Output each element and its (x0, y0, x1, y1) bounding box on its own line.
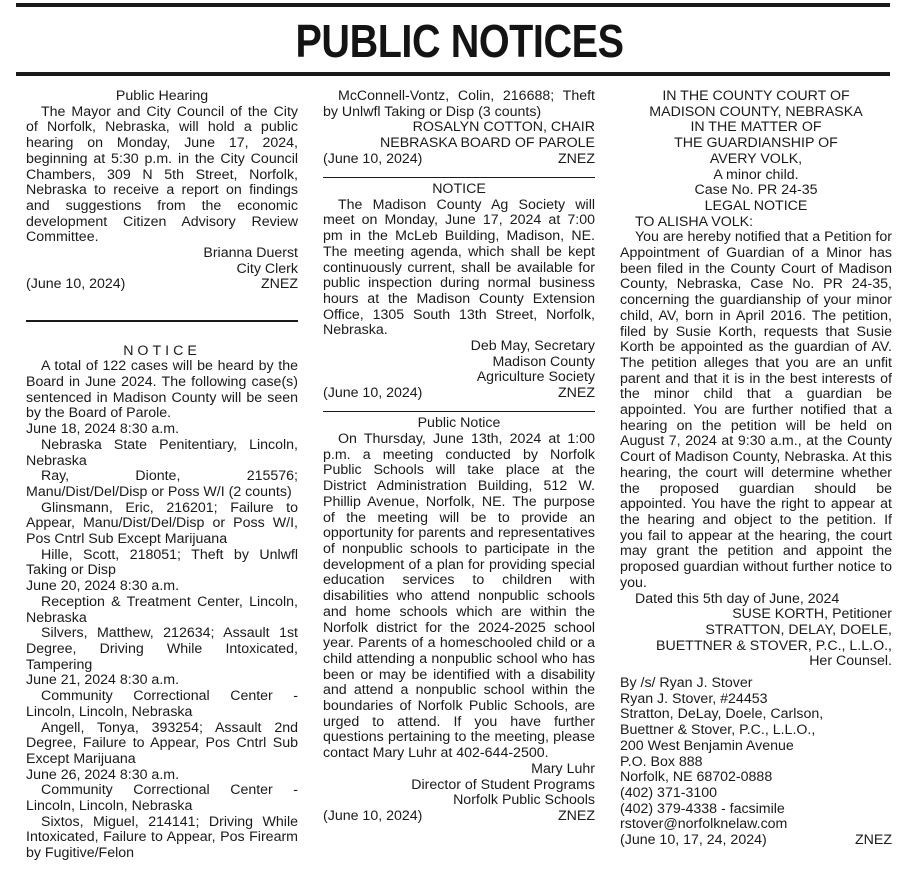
session-datetime: June 26, 2024 8:30 a.m. (26, 766, 180, 783)
attorney-fax: (402) 379-4338 - facsimile (620, 800, 785, 817)
publication-code: ZNEZ (557, 150, 595, 167)
notice-heading: NOTICE (432, 181, 486, 198)
signer-line: Deb May, Secretary (470, 338, 595, 355)
session-location: Nebraska State Penitentiary, Lincoln, Nebraska (26, 436, 298, 469)
signer-title: City Clerk (236, 260, 298, 277)
law-firm-line: STRATTON, DELAY, DOELE, (705, 621, 892, 638)
case-entry: Silvers, Matthew, 212634; Assault 1st Degree, Driving While Intoxicated, Tampering (26, 625, 298, 673)
attorney-phone: (402) 371-3100 (620, 784, 718, 801)
signer-name: ROSALYN COTTON, CHAIR (412, 119, 595, 136)
column-2 (323, 89, 595, 825)
attorney-firm: Stratton, DeLay, Doele, Carlson, (620, 706, 824, 723)
notice-body: You are hereby notified that a Petition for Appointment of Guardian of a Minor has been filed in the County Court of Madison County, Nebraska, Case No. PR 24-35, concerning the guardianship of your minor child, AV, born in April 2016. The petition, filed by Susie Korth, requests that Susie Korth be appointed as the guardian of AV. The petition alleges that you are an unfit parent and that it is in the best interests of the minor child that a guardian be appointed. You are further notified that a hearing on the petition will be held on August 7, 2024 at 9:30 a.m., at the County Court of Madison County, Nebraska. At this hearing, the court will determine whether the proposed guardian should be appointed. You have the right to appear at the hearing and object to the petition. If you fail to appear at the hearing, the court may grant the petition and appoint the proposed guardian without further notice to you. (620, 229, 892, 591)
session-location: Community Correctional Center - Lincoln, Lincoln, Nebraska (26, 782, 298, 815)
session-location: Community Correctional Center - Lincoln, Lincoln, Nebraska (26, 688, 298, 720)
notice-public-hearing (26, 89, 298, 293)
column-1 (26, 89, 298, 862)
masthead-bottom-rule (16, 72, 890, 76)
notice-board-of-parole-continued (323, 89, 595, 168)
attorney-po-box: P.O. Box 888 (620, 753, 703, 770)
case-entry: Glinsmann, Eric, 216201; Failure to Appear, Manu/Dist/Del/Disp or Poss W/I, Pos Cntrl Sub Except Marijuana (26, 499, 298, 548)
notice-divider (323, 177, 595, 179)
notice-heading: LEGAL NOTICE (704, 197, 808, 214)
publication-line (323, 809, 595, 825)
publication-code: ZNEZ (557, 807, 595, 824)
attorney-address: 200 West Benjamin Avenue (620, 737, 794, 754)
publication-date: (June 10, 2024) (323, 385, 423, 402)
case-number: Case No. PR 24-35 (694, 182, 818, 199)
publication-line (620, 833, 892, 849)
publication-date: (June 10, 2024) (323, 150, 423, 167)
law-firm-line: BUETTNER & STOVER, P.C., L.L.O., (656, 637, 892, 654)
addressee: TO ALISHA VOLK: (635, 213, 754, 230)
signer-line: Madison County (492, 353, 595, 370)
attorney-name: Ryan J. Stover, #24453 (620, 690, 768, 707)
publication-line (26, 277, 298, 293)
notice-heading: Public Notice (417, 415, 501, 432)
signer-line: Mary Luhr (531, 760, 595, 777)
signer-line: Director of Student Programs (411, 776, 595, 793)
publication-line (323, 152, 595, 168)
case-entry: Angell, Tonya, 393254; Assault 2nd Degree, Failure to Appear, Pos Cntrl Sub Except Marijuana (26, 719, 298, 767)
attorney-email: rstover@norfolknelaw.com (620, 816, 788, 833)
case-caption-line: IN THE COUNTY COURT OF (662, 88, 850, 104)
case-caption-line: MADISON COUNTY, NEBRASKA (649, 103, 863, 120)
law-firm-line: Her Counsel. (809, 653, 892, 670)
publication-code: ZNEZ (557, 385, 595, 402)
petitioner: SUSE KORTH, Petitioner (732, 606, 892, 623)
signer-name: Brianna Duerst (203, 245, 298, 262)
notice-heading: Public Hearing (115, 88, 209, 104)
case-entry: Sixtos, Miguel, 214141; Driving While Intoxicated, Failure to Appear, Pos Firearm by Fugitive/Felon (26, 813, 298, 862)
session-location: Reception & Treatment Center, Lincoln, Nebraska (26, 593, 298, 626)
attorney-signature: By /s/ Ryan J. Stover (620, 675, 753, 692)
case-entry: McConnell-Vontz, Colin, 216688; Theft by Unlwfl Taking or Disp (3 counts) (323, 88, 595, 120)
publication-date: (June 10, 2024) (26, 276, 126, 293)
notice-body: The Mayor and City Council of the City of Norfolk, Nebraska, will hold a public hearing on Monday, June 17, 2024, beginning at 5:30 p.m. in the City Council Chambers, 309 N 5th Street, Norfolk, Nebraska to receive a report on findings and suggestions from the economic development Citizen Advisory Review Committee. (26, 103, 298, 246)
notice-heading: NOTICE (123, 342, 201, 359)
case-caption-line: THE GUARDIANSHIP OF (674, 135, 838, 152)
notice-ag-society (323, 182, 595, 402)
signer-line: Agriculture Society (476, 369, 595, 386)
session-datetime: June 20, 2024 8:30 a.m. (26, 578, 180, 595)
signer-org: NEBRASKA BOARD OF PAROLE (380, 135, 595, 152)
case-caption-line: IN THE MATTER OF (690, 119, 822, 136)
case-entry: Ray, Dionte, 215576; Manu/Dist/Del/Disp or Poss W/I (2 counts) (26, 468, 298, 500)
session-datetime: June 18, 2024 8:30 a.m. (26, 421, 180, 438)
signer-line: Norfolk Public Schools (453, 792, 595, 809)
notice-body: On Thursday, June 13th, 2024 at 1:00 p.m. a meeting conducted by Norfolk Public Schools will take place at the District Administration Building, 512 W. Phillip Avenue, Norfolk, NE. The purpose of the meeting will be to provide an opportunity for parents and representatives of nonpublic schools to participate in the development of a plan for providing special education services to children with disabilities who attend nonpublic schools and home schools which are within the Norfolk district for the 2024-2025 school year. Parents of a homeschooled child or a child attending a nonpublic school who has been or may be identified with a disability and attend a nonpublic school within the boundaries of Norfolk Public Schools, are urged to attend. If you have further questions pertaining to the meeting, please contact Mary Luhr at 402-644-2500. (323, 431, 595, 762)
case-caption-line: AVERY VOLK, (709, 150, 803, 167)
publication-line (323, 386, 595, 402)
publication-code: ZNEZ (260, 276, 298, 293)
masthead-top-rule (16, 3, 890, 7)
session-datetime: June 21, 2024 8:30 a.m. (26, 672, 180, 689)
publication-code: ZNEZ (854, 832, 892, 849)
notice-body: The Madison County Ag Society will meet on Monday, June 17, 2024 at 7:00 pm in the McLeb Building, Madison, NE. The meeting agenda, which shall be kept continuously current, shall be available for public inspection during normal business hours at the Madison County Extension Office, 1305 South 13th Street, Norfolk, Nebraska. (323, 196, 595, 339)
notice-norfolk-public-schools (323, 416, 595, 824)
notice-divider (26, 320, 298, 322)
attorney-city: Norfolk, NE 68702-0888 (620, 769, 773, 786)
notice-board-of-parole (26, 344, 298, 862)
notice-guardianship (620, 89, 892, 849)
page-title: PUBLIC NOTICES (295, 15, 624, 67)
notice-intro: A total of 122 cases will be heard by the Board in June 2024. The following case(s) sentenced in Madison County will be seen by the Board of Parole. (26, 358, 298, 422)
publication-date: (June 10, 2024) (323, 807, 423, 824)
case-entry: Hille, Scott, 218051; Theft by Unlwfl Taking or Disp (26, 546, 298, 579)
case-caption-line: A minor child. (713, 166, 799, 183)
publication-date: (June 10, 17, 24, 2024) (620, 832, 767, 849)
attorney-firm: Buettner & Stover, P.C., L.L.O., (620, 722, 816, 739)
column-3 (620, 89, 892, 849)
notice-divider (323, 411, 595, 413)
dated-line: Dated this 5th day of June, 2024 (635, 590, 840, 607)
